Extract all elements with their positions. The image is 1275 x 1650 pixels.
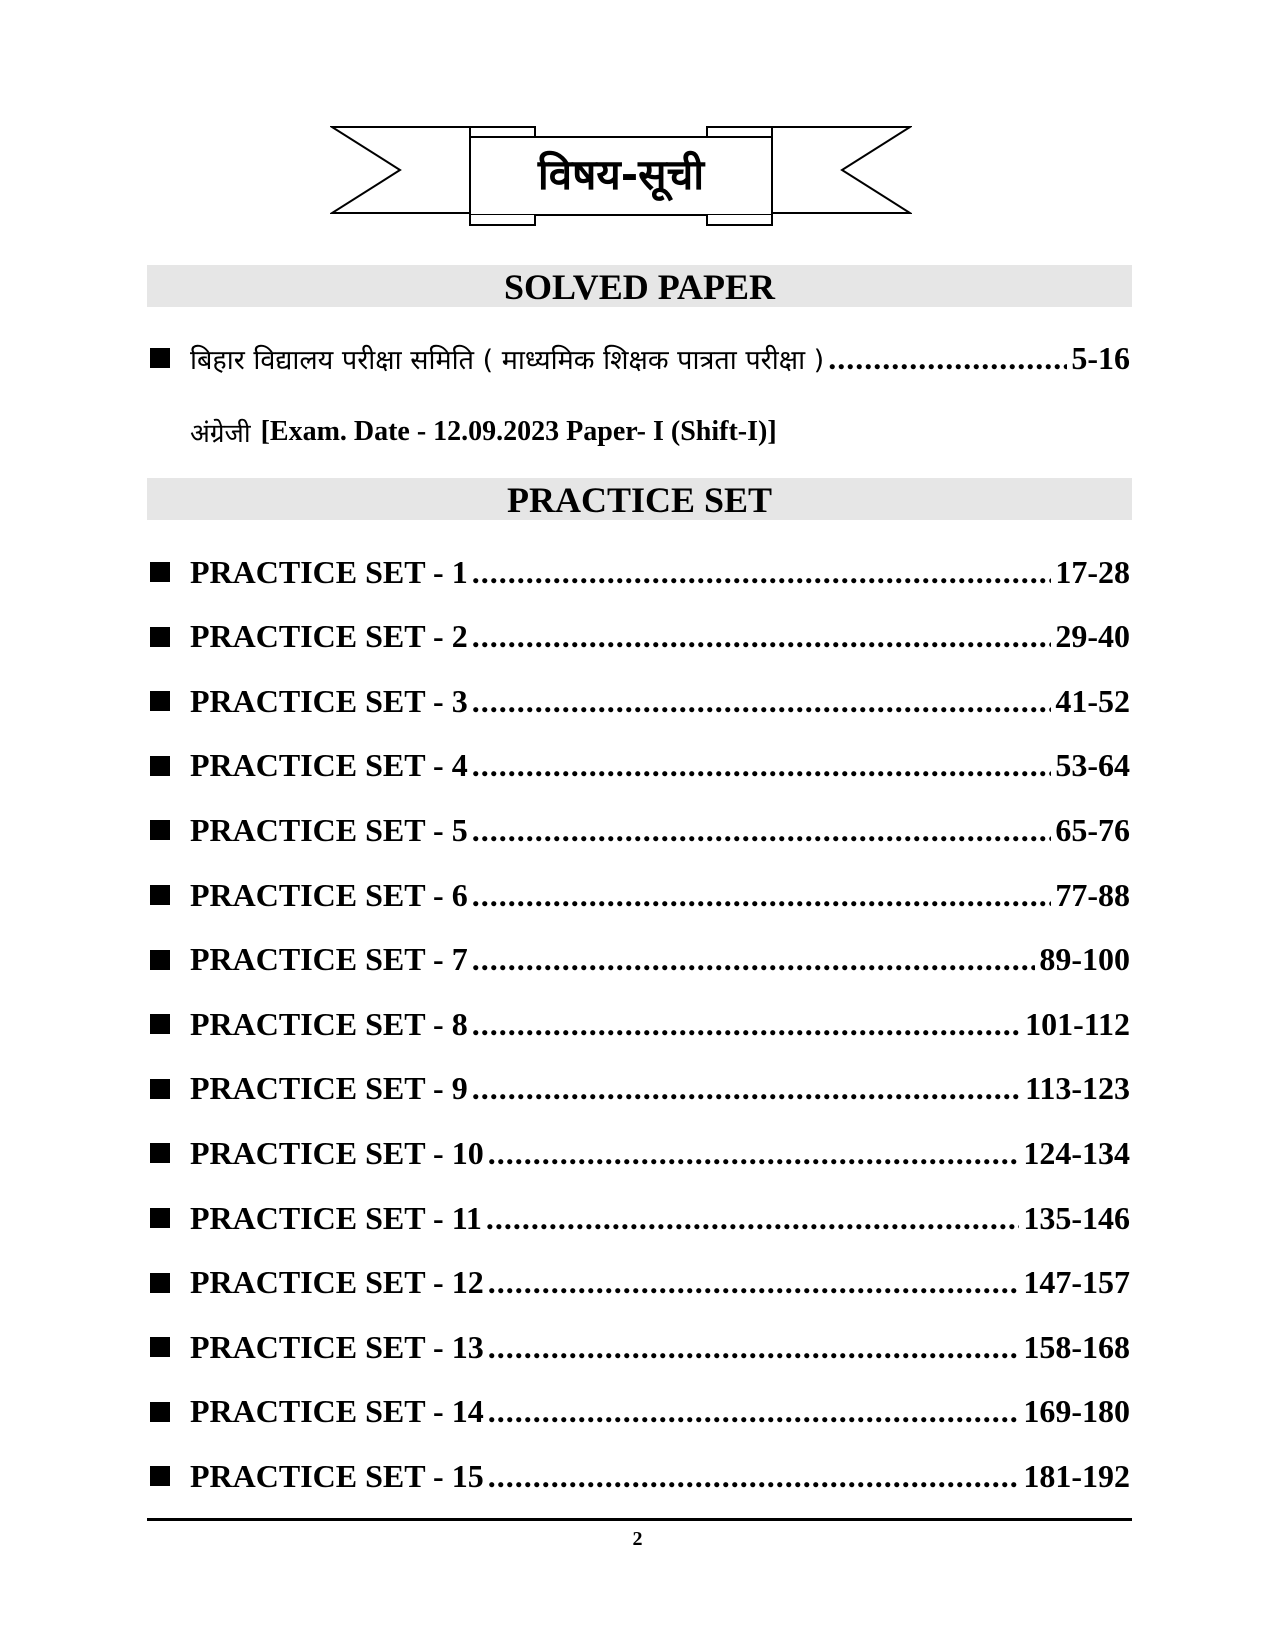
dot-leader (488, 1458, 1020, 1495)
practice-set-label: PRACTICE SET - 7 (190, 941, 468, 978)
practice-set-label: PRACTICE SET - 1 (190, 553, 468, 590)
solved-paper-heading: SOLVED PAPER (147, 265, 1132, 307)
practice-set-label: PRACTICE SET - 14 (190, 1393, 484, 1430)
footer-rule (147, 1518, 1132, 1521)
dot-leader (488, 1264, 1020, 1301)
practice-set-row (150, 746, 1130, 786)
title-banner (330, 125, 912, 237)
practice-set-pages: 65-76 (1055, 811, 1130, 848)
bullet-icon (150, 691, 170, 711)
bullet-icon (150, 1273, 170, 1293)
practice-set-label: PRACTICE SET - 6 (190, 876, 468, 913)
practice-set-label: PRACTICE SET - 11 (190, 1199, 482, 1236)
practice-set-label: PRACTICE SET - 3 (190, 682, 468, 719)
dot-leader (472, 877, 1052, 914)
practice-set-pages: 101-112 (1025, 1005, 1130, 1042)
practice-set-row (150, 617, 1130, 657)
dot-leader (472, 683, 1052, 720)
bullet-icon (150, 1143, 170, 1163)
page-title: विषय-सूची (537, 150, 705, 199)
entry-pages: 5-16 (1071, 339, 1130, 376)
practice-set-row (150, 810, 1130, 850)
solved-paper-entry (150, 338, 1130, 378)
entry-label: बिहार विद्यालय परीक्षा समिति ( माध्यमिक शिक्षक पात्रता परीक्षा ) (190, 344, 825, 376)
practice-set-row (150, 940, 1130, 980)
practice-set-pages: 77-88 (1055, 876, 1130, 913)
subject-label: अंग्रेजी (190, 419, 251, 449)
dot-leader (828, 340, 1067, 377)
bullet-icon (150, 1337, 170, 1357)
practice-set-pages: 181-192 (1023, 1457, 1130, 1494)
bullet-icon (150, 562, 170, 582)
dot-leader (486, 1200, 1019, 1237)
bullet-icon (150, 1466, 170, 1486)
practice-set-label: PRACTICE SET - 5 (190, 811, 468, 848)
practice-set-row (150, 1263, 1130, 1303)
practice-set-pages: 135-146 (1023, 1199, 1130, 1236)
dot-leader (472, 1006, 1021, 1043)
bullet-icon (150, 348, 170, 368)
practice-set-pages: 41-52 (1055, 682, 1130, 719)
practice-set-row (150, 875, 1130, 915)
bullet-icon (150, 885, 170, 905)
dot-leader (472, 747, 1052, 784)
practice-set-pages: 158-168 (1023, 1328, 1130, 1365)
practice-set-label: PRACTICE SET - 10 (190, 1134, 484, 1171)
practice-set-row (150, 1069, 1130, 1109)
dot-leader (472, 812, 1052, 849)
practice-set-label: PRACTICE SET - 9 (190, 1070, 468, 1107)
bullet-icon (150, 1079, 170, 1099)
bullet-icon (150, 627, 170, 647)
dot-leader (472, 941, 1036, 978)
page-number: 2 (632, 1528, 643, 1550)
practice-set-pages: 113-123 (1025, 1070, 1130, 1107)
practice-set-pages: 53-64 (1055, 747, 1130, 784)
practice-set-row (150, 1327, 1130, 1367)
dot-leader (472, 618, 1052, 655)
practice-set-label: PRACTICE SET - 2 (190, 618, 468, 655)
practice-set-pages: 89-100 (1039, 941, 1130, 978)
bullet-icon (150, 950, 170, 970)
practice-set-pages: 147-157 (1023, 1264, 1130, 1301)
bullet-icon (150, 1208, 170, 1228)
practice-set-pages: 17-28 (1055, 553, 1130, 590)
practice-set-row (150, 681, 1130, 721)
practice-set-row (150, 552, 1130, 592)
practice-set-label: PRACTICE SET - 8 (190, 1005, 468, 1042)
bullet-icon (150, 1402, 170, 1422)
dot-leader (488, 1329, 1020, 1366)
practice-set-row (150, 1456, 1130, 1496)
bullet-icon (150, 756, 170, 776)
practice-set-row (150, 1198, 1130, 1238)
bullet-icon (150, 1014, 170, 1034)
practice-set-label: PRACTICE SET - 15 (190, 1457, 484, 1494)
dot-leader (472, 554, 1052, 591)
practice-set-heading: PRACTICE SET (147, 478, 1132, 520)
practice-set-pages: 29-40 (1055, 618, 1130, 655)
practice-set-label: PRACTICE SET - 13 (190, 1328, 484, 1365)
dot-leader (488, 1393, 1020, 1430)
practice-set-label: PRACTICE SET - 12 (190, 1264, 484, 1301)
practice-set-row (150, 1133, 1130, 1173)
bullet-icon (150, 820, 170, 840)
practice-set-pages: 124-134 (1023, 1134, 1130, 1171)
practice-set-row (150, 1004, 1130, 1044)
practice-set-pages: 169-180 (1023, 1393, 1130, 1430)
exam-detail: [Exam. Date - 12.09.2023 Paper- I (Shift-I)] (260, 416, 777, 447)
practice-set-row (150, 1392, 1130, 1432)
dot-leader (472, 1070, 1021, 1107)
solved-paper-subline (190, 412, 777, 452)
practice-set-label: PRACTICE SET - 4 (190, 747, 468, 784)
dot-leader (488, 1135, 1020, 1172)
